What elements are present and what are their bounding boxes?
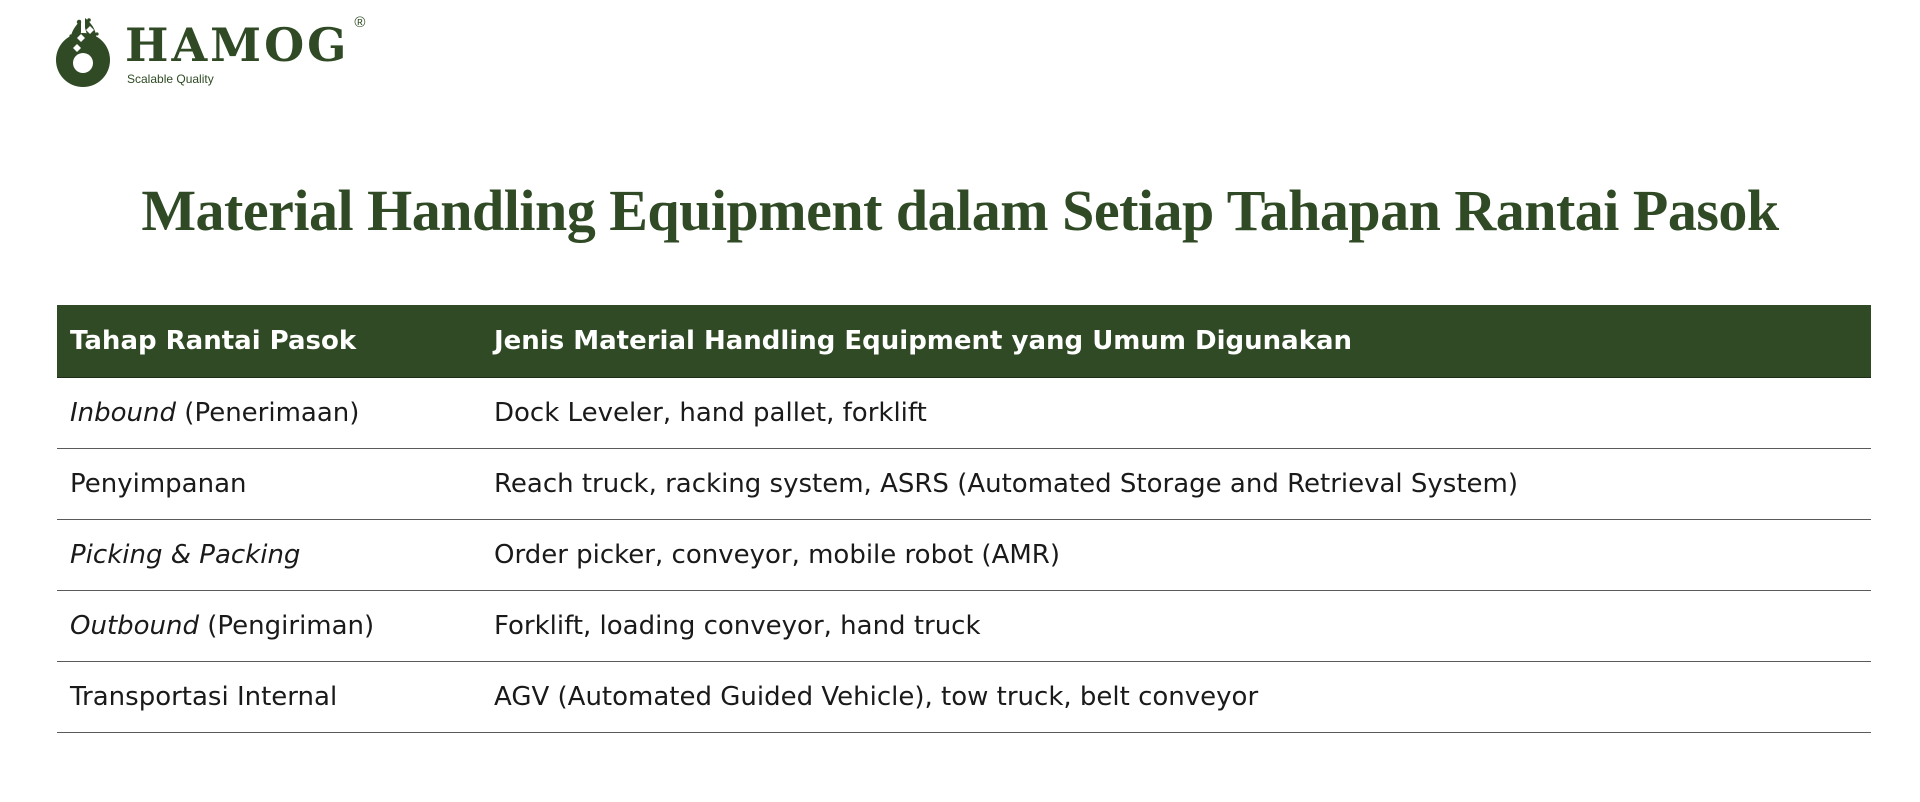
stage-cell xyxy=(57,662,481,733)
stage-plain: (Penerimaan) xyxy=(176,398,360,428)
equipment-cell: Reach truck, racking system, ASRS (Automated Storage and Retrieval System) xyxy=(481,449,1871,520)
equipment-table xyxy=(57,305,1871,733)
brand-logo xyxy=(55,14,366,88)
equipment-cell: Forklift, loading conveyor, hand truck xyxy=(481,591,1871,662)
stage-cell xyxy=(57,378,481,449)
leaf-drop-logo-icon xyxy=(55,14,111,88)
stage-cell xyxy=(57,591,481,662)
registered-mark: ® xyxy=(354,14,366,31)
table-row xyxy=(57,520,1871,591)
stage-plain: (Pengiriman) xyxy=(199,611,375,641)
equipment-cell: Dock Leveler, hand pallet, forklift xyxy=(481,378,1871,449)
stage-cell xyxy=(57,449,481,520)
table-header-row xyxy=(57,305,1871,378)
brand-name: HAMOG xyxy=(125,18,350,72)
header-equipment: Jenis Material Handling Equipment yang Umum Digunakan xyxy=(481,305,1871,378)
table-row xyxy=(57,449,1871,520)
equipment-table-wrapper xyxy=(57,305,1871,733)
equipment-cell: Order picker, conveyor, mobile robot (AMR) xyxy=(481,520,1871,591)
page-title: Material Handling Equipment dalam Setiap Tahapan Rantai Pasok xyxy=(141,178,1779,243)
table-row xyxy=(57,591,1871,662)
brand-tagline: Scalable Quality xyxy=(127,72,214,86)
stage-italic: Picking & Packing xyxy=(70,540,301,570)
stage-italic: Inbound xyxy=(70,398,177,428)
table-row xyxy=(57,378,1871,449)
stage-plain: Penyimpanan xyxy=(70,469,247,499)
stage-italic: Outbound xyxy=(70,611,200,641)
stage-cell xyxy=(57,520,481,591)
brand-text xyxy=(125,14,366,88)
table-row xyxy=(57,662,1871,733)
stage-plain: Transportasi Internal xyxy=(70,682,338,712)
header-stage: Tahap Rantai Pasok xyxy=(57,305,481,378)
equipment-cell: AGV (Automated Guided Vehicle), tow truck, belt conveyor xyxy=(481,662,1871,733)
